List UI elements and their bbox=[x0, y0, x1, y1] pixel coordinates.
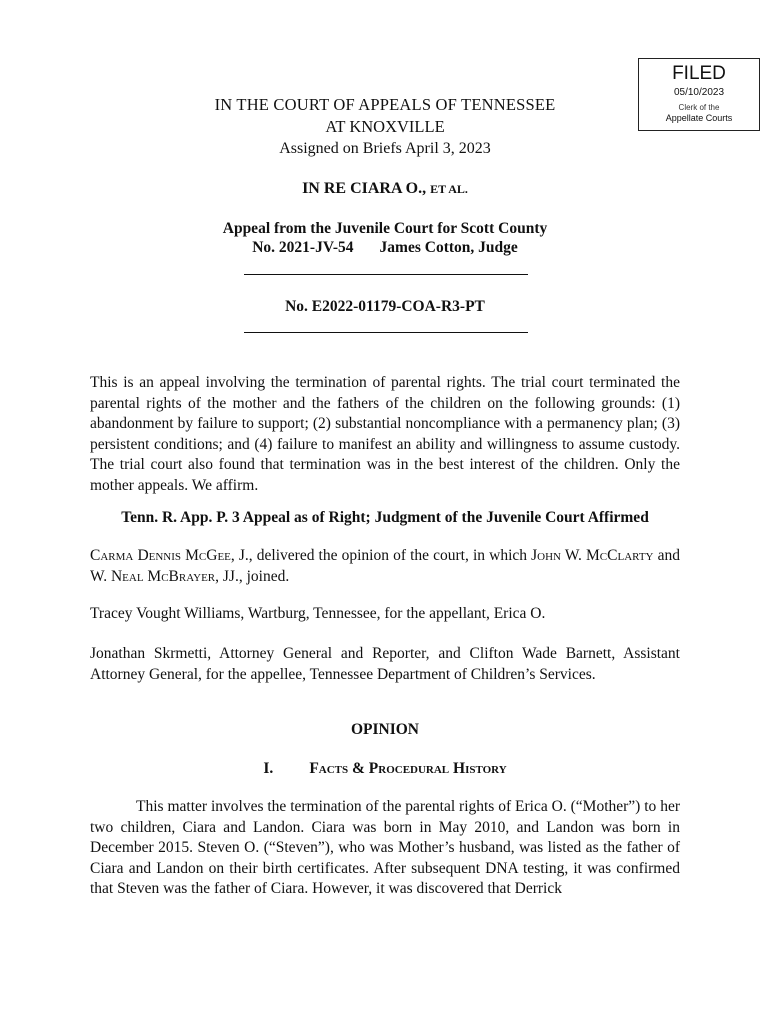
opinion-heading: OPINION bbox=[350, 721, 420, 738]
facts-paragraph: This matter involves the termination of the parental rights of Erica O. (“Mother”) to her two children, Ciara and Landon. Ciara was born in May 2010, and Landon was born in December 2015. Steven O. (“Steven”), who was Mother’s husband, was listed as the father of Ciara and Landon on their birth certificates. After subsequent DNA testing, it was confirmed that Steven was the father of Ciara. However, it was discovered that Derrick bbox=[90, 798, 680, 897]
opinion-by-end: , JJ., joined. bbox=[215, 567, 290, 585]
court-location: AT KNOXVILLE bbox=[325, 117, 445, 136]
case-title bbox=[0, 180, 770, 198]
appellant-counsel: Tracey Vought Williams, Wartburg, Tennessee, for the appellant, Erica O. bbox=[90, 605, 546, 622]
lower-court-line bbox=[0, 239, 770, 257]
judge-two: W. Neal McBrayer bbox=[90, 567, 216, 585]
assigned-date: Assigned on Briefs April 3, 2023 bbox=[279, 140, 491, 157]
opinion-by-paragraph bbox=[90, 546, 680, 587]
holding: Tenn. R. App. P. 3 Appeal as of Right; Judgment of the Juvenile Court Affirmed bbox=[121, 509, 649, 526]
opinion-by-and: and bbox=[653, 547, 680, 564]
stamp-courts: Appellate Courts bbox=[665, 113, 733, 123]
case-title-main: IN RE CIARA O., bbox=[302, 180, 427, 197]
appeal-from: Appeal from the Juvenile Court for Scott County bbox=[222, 220, 548, 237]
stamp-title: FILED bbox=[672, 63, 726, 84]
court-name: IN THE COURT OF APPEALS OF TENNESSEE bbox=[214, 95, 556, 114]
section-title: Facts & Procedural History bbox=[309, 760, 507, 777]
case-title-suffix: ET AL. bbox=[430, 182, 468, 196]
stamp-clerk: Clerk of the bbox=[678, 103, 720, 112]
section-heading bbox=[0, 760, 770, 778]
lower-docket: No. 2021-JV-54 bbox=[252, 239, 354, 256]
author-name: Carma Dennis McGee bbox=[90, 547, 231, 564]
judge-one: John W. McClarty bbox=[531, 547, 654, 564]
opinion-by-mid: , J., delivered the opinion of the court, in which bbox=[230, 547, 532, 564]
divider-top bbox=[244, 274, 528, 275]
stamp-date: 05/10/2023 bbox=[673, 87, 725, 98]
judge-name: James Cotton, Judge bbox=[379, 239, 518, 256]
summary-paragraph: This is an appeal involving the termination of parental rights. The trial court terminated the parental rights of the mother and the fathers of the children on the following grounds: (1) abandonment by failure to support; (2) substantial noncompliance with a permanency plan; (3) persistent conditions; and (4) failure to manifest an ability and willingness to assume custody. The trial court also found that termination was in the best interest of the children. Only the mother appeals. We affirm. bbox=[90, 374, 680, 494]
divider-bottom bbox=[244, 332, 528, 333]
case-number: No. E2022-01179-COA-R3-PT bbox=[285, 298, 485, 315]
section-number: I. bbox=[263, 760, 274, 777]
appellee-counsel: Jonathan Skrmetti, Attorney General and Reporter, and Clifton Wade Barnett, Assistant Attorney General, for the appellee, Tennessee Department of Children’s Services. bbox=[90, 645, 680, 683]
